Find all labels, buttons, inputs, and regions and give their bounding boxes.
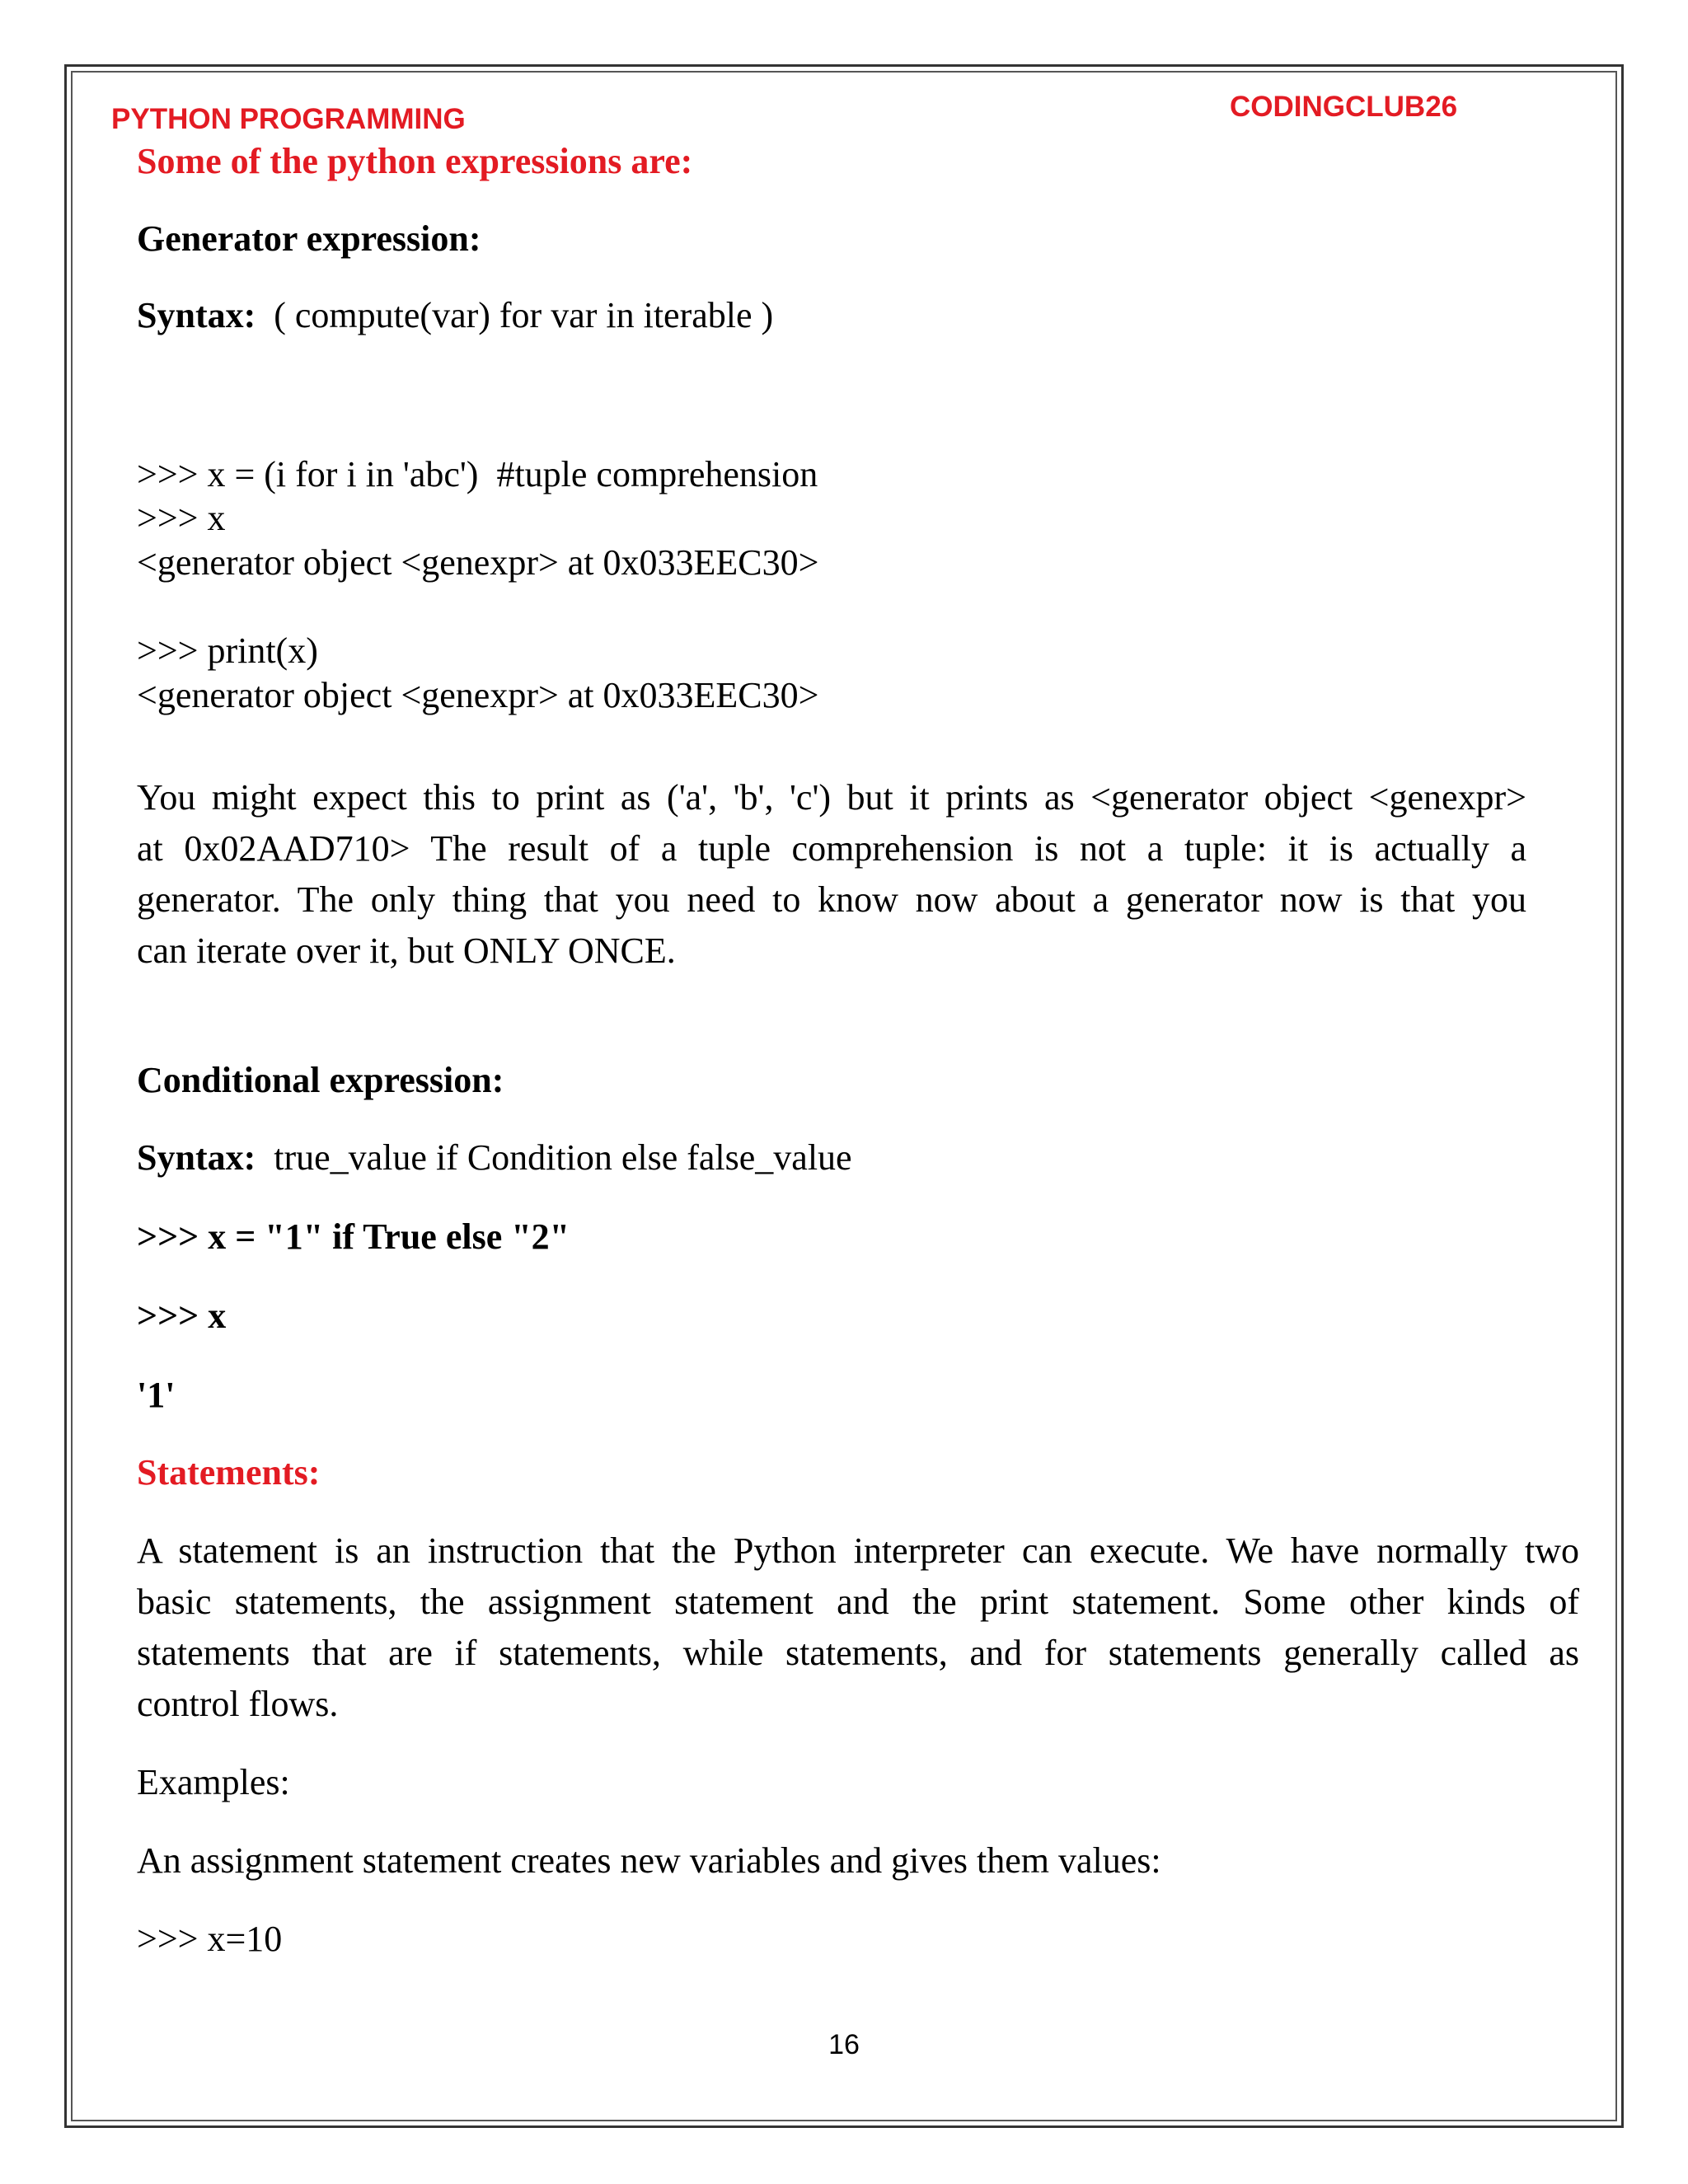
examples-label: Examples:	[137, 1762, 290, 1802]
explanation-line: generator. The only thing that you need to know now about a generator now is that you	[137, 879, 1526, 920]
generator-code-line: >>> x	[137, 498, 226, 538]
conditional-code-line: '1'	[137, 1375, 176, 1415]
assignment-code: >>> x=10	[137, 1919, 283, 1959]
generator-explanation	[137, 772, 1526, 977]
conditional-syntax	[137, 1132, 852, 1183]
conditional-code-line: >>> x	[137, 1296, 227, 1336]
generator-syntax	[137, 290, 773, 341]
explanation-line: can iterate over it, but ONLY ONCE.	[137, 930, 676, 971]
explanation-line: You might expect this to print as ('a', 'b', 'c') but it prints as <generator object <genexpr>	[137, 777, 1526, 818]
conditional-code-line: >>> x = "1" if True else "2"	[137, 1216, 570, 1257]
conditional-syntax-label: Syntax:	[137, 1137, 256, 1178]
header-title: PYTHON PROGRAMMING	[111, 103, 466, 135]
generator-code-line: <generator object <genexpr> at 0x033EEC30>	[137, 675, 819, 715]
statements-paragraph	[137, 1526, 1579, 1730]
generator-syntax-label: Syntax:	[137, 295, 256, 335]
page-number: 16	[828, 2029, 860, 2060]
generator-code-line: >>> x = (i for i in 'abc') #tuple comprehension	[137, 454, 818, 494]
generator-heading: Generator expression:	[137, 218, 481, 259]
statements-line: A statement is an instruction that the Python interpreter can execute. We have normally two	[137, 1530, 1579, 1571]
conditional-syntax-value: true_value if Condition else false_value	[274, 1137, 852, 1178]
generator-syntax-value: ( compute(var) for var in iterable )	[274, 295, 774, 335]
generator-code-line: >>> print(x)	[137, 630, 318, 671]
expressions-heading: Some of the python expressions are:	[137, 141, 693, 181]
generator-code-line: <generator object <genexpr> at 0x033EEC30>	[137, 542, 819, 583]
explanation-line: at 0x02AAD710> The result of a tuple comprehension is not a tuple: it is actually a	[137, 828, 1526, 869]
statements-heading: Statements:	[137, 1452, 321, 1493]
statements-line: basic statements, the assignment statement and the print statement. Some other kinds of	[137, 1582, 1579, 1622]
header-club-name: CODINGCLUB26	[1230, 91, 1458, 123]
assignment-text: An assignment statement creates new variables and gives them values:	[137, 1840, 1161, 1881]
statements-line: statements that are if statements, while statements, and for statements generally called as	[137, 1633, 1579, 1673]
statements-line: control flows.	[137, 1684, 339, 1724]
conditional-heading: Conditional expression:	[137, 1060, 504, 1100]
